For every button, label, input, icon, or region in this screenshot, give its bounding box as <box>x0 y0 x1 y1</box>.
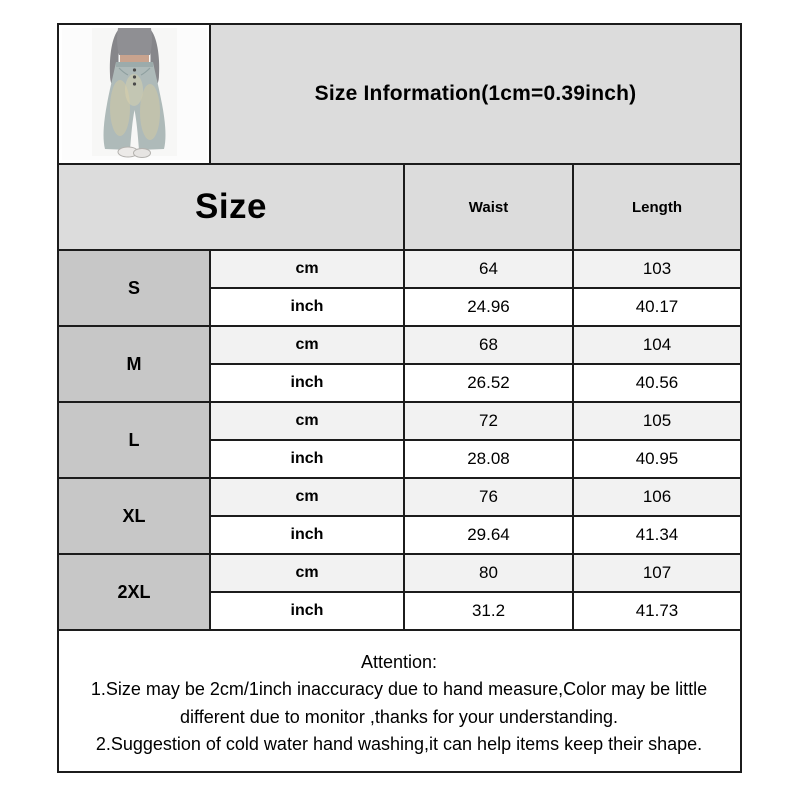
waist-value: 28.08 <box>404 440 573 478</box>
product-photo <box>61 27 207 161</box>
unit-label: inch <box>210 516 404 554</box>
column-header-row <box>58 164 741 250</box>
unit-label: cm <box>210 402 404 440</box>
attention-note <box>58 630 741 772</box>
waist-value: 64 <box>404 250 573 288</box>
table-row <box>58 554 741 592</box>
waist-value: 31.2 <box>404 592 573 630</box>
attention-line: 1.Size may be 2cm/1inch inaccuracy due to hand measure,Color may be little <box>90 679 708 699</box>
header-row <box>58 24 741 164</box>
unit-label: inch <box>210 592 404 630</box>
table-row <box>58 478 741 516</box>
waist-value: 80 <box>404 554 573 592</box>
table-row <box>58 402 741 440</box>
attention-line: different due to monitor ,thanks for your understanding. <box>180 706 618 727</box>
length-column-header: Length <box>573 164 741 250</box>
size-information-title: Size Information(1cm=0.39inch) <box>210 24 741 164</box>
length-value: 40.56 <box>573 364 741 402</box>
length-value: 106 <box>573 478 741 516</box>
size-chart-table <box>57 23 742 773</box>
length-value: 105 <box>573 402 741 440</box>
attention-row <box>58 630 741 772</box>
unit-label: inch <box>210 288 404 326</box>
length-value: 103 <box>573 250 741 288</box>
waist-value: 68 <box>404 326 573 364</box>
length-value: 41.34 <box>573 516 741 554</box>
length-value: 41.73 <box>573 592 741 630</box>
jeans-model-illustration <box>62 28 207 160</box>
waist-value: 29.64 <box>404 516 573 554</box>
length-value: 104 <box>573 326 741 364</box>
product-photo-cell <box>58 24 210 164</box>
size-label-s: S <box>58 250 210 326</box>
table-row <box>58 326 741 364</box>
size-column-header: Size <box>58 164 404 250</box>
waist-value: 26.52 <box>404 364 573 402</box>
size-label-2xl: 2XL <box>58 554 210 630</box>
waist-value: 24.96 <box>404 288 573 326</box>
length-value: 107 <box>573 554 741 592</box>
waist-value: 72 <box>404 402 573 440</box>
attention-heading: Attention: <box>360 651 438 672</box>
attention-line: 2.Suggestion of cold water hand washing,it can help items keep their shape. <box>95 734 703 754</box>
unit-label: inch <box>210 440 404 478</box>
size-label-l: L <box>58 402 210 478</box>
size-label-xl: XL <box>58 478 210 554</box>
unit-label: cm <box>210 554 404 592</box>
unit-label: cm <box>210 326 404 364</box>
unit-label: cm <box>210 478 404 516</box>
unit-label: inch <box>210 364 404 402</box>
waist-column-header: Waist <box>404 164 573 250</box>
length-value: 40.95 <box>573 440 741 478</box>
unit-label: cm <box>210 250 404 288</box>
size-label-m: M <box>58 326 210 402</box>
table-row <box>58 250 741 288</box>
length-value: 40.17 <box>573 288 741 326</box>
waist-value: 76 <box>404 478 573 516</box>
